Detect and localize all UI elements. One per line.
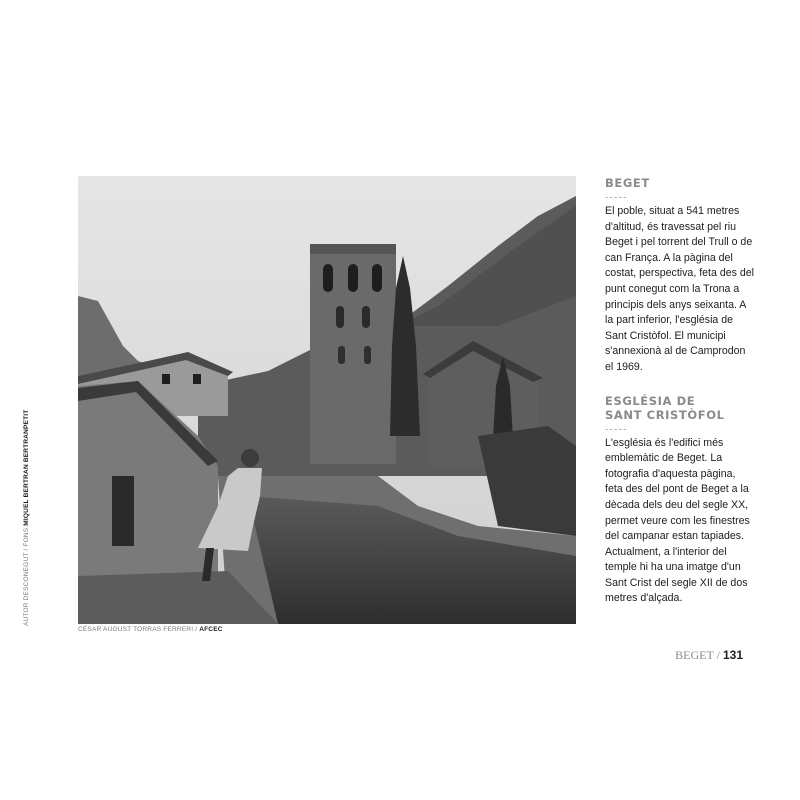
section-heading-esglesia: ESGLÉSIA DE SANT CRISTÒFOL [605,393,725,422]
section-heading-beget: BEGET [605,176,650,190]
folio-separator: / [713,648,723,662]
section-text-esglesia: L'església és l'edifici més emblemàtic de Beget. La fotografia d'aquesta pàgina, feta des del pont de Beget a la dècada dels deu del segle XX, permet veure com les finestres del campanar estan tapiades. Actualment, a l'interior del temple hi ha una imatge d'un Sant Crist del segle XII de dos metres d'alçada. [605,436,750,605]
side-credit-author: AUTOR DESCONEGUT [23,552,30,626]
page-number: 131 [722,648,743,662]
church-photograph [78,176,576,624]
tower-window [372,264,382,292]
girl-head [241,449,259,467]
photographer-name: CÉSAR AUGUST TORRAS FERRERI [78,626,194,633]
tower-window [364,346,371,364]
photo-illustration [78,176,576,624]
tower-window [362,306,370,328]
text-column [605,176,755,607]
tower-window [338,346,345,364]
side-photo-credit [23,410,30,626]
folio-section: BEGET [675,648,714,662]
tower-window [348,264,358,292]
page-folio [675,648,743,663]
tower-cornice [310,244,396,254]
side-credit-separator: / [23,546,30,553]
side-credit-fons-name: MIQUEL BERTRAN BERTRANPETIT [23,409,30,526]
photo-credit [78,626,223,633]
section-text-beget: El poble, situat a 541 metres d'altitud, és travessat pel riu Beget i pel torrent del Trull o de can França. A la pàgina del costat, perspectiva, feta des del punt conegut com la Trona a principis dels anys seixanta. A la part inferior, l'església de Sant Cristòfol. El municipi s'annexionà al de Camprodon el 1969. [605,205,754,373]
side-credit-fons-label: FONS [23,525,30,547]
archive-name: AFCEC [199,626,223,633]
house-door [112,476,134,546]
heading-divider: ----- [605,423,628,434]
tower-window [323,264,333,292]
tower-window [336,306,344,328]
house-window [193,374,201,384]
heading-divider: ----- [605,192,628,202]
credit-separator: / [193,626,200,633]
house-window [162,374,170,384]
